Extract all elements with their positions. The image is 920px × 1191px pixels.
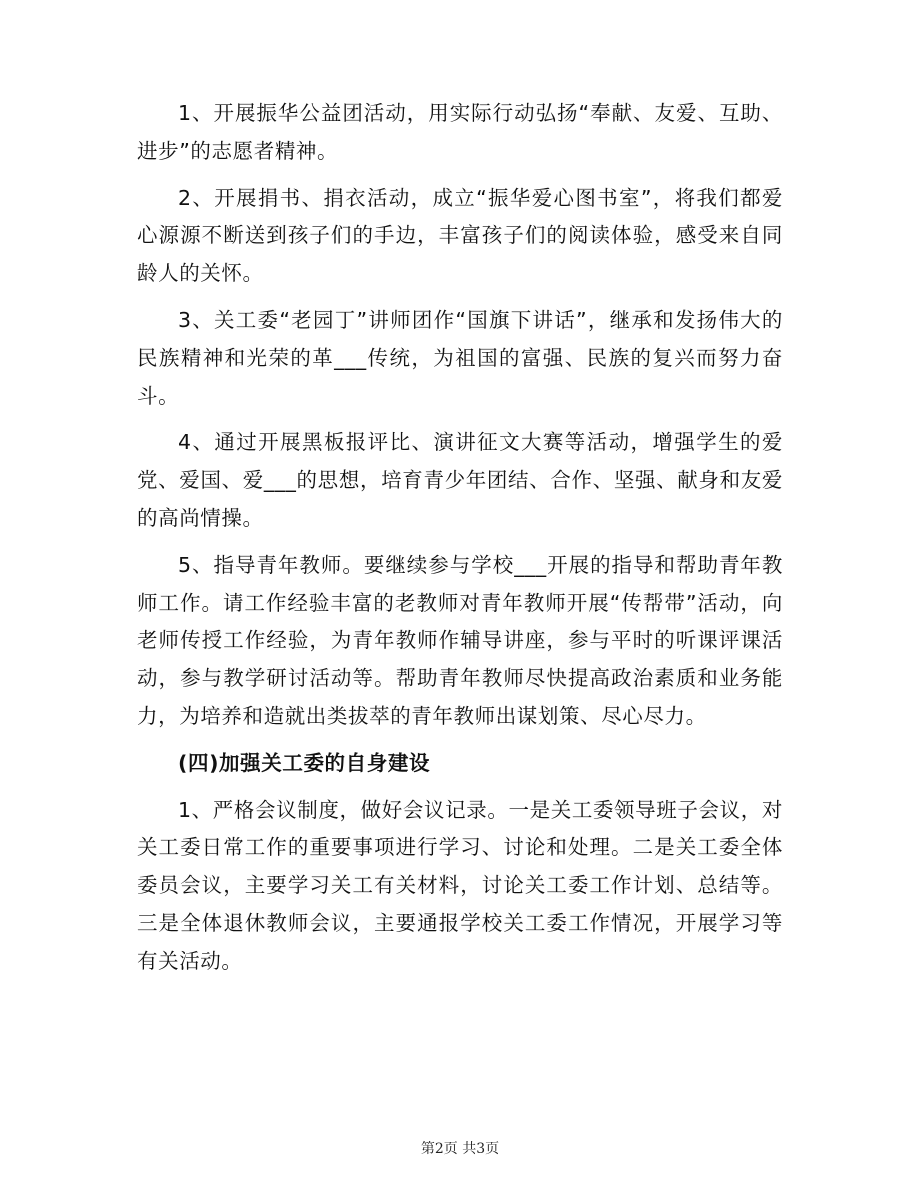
document-body: [137, 95, 783, 990]
paragraph-5: 5、指导青年教师。要继续参与学校___开展的指导和帮助青年教师工作。请工作经验丰富的老教师对青年教师开展“传帮带”活动，向老师传授工作经验，为青年教师作辅导讲座，参与平时的听课评课活动，参与教学研讨活动等。帮助青年教师尽快提高政治素质和业务能力，为培养和造就出类拔萃的青年教师出谋划策、尽心尽力。: [137, 552, 783, 728]
section-paragraph-1: 1、严格会议制度，做好会议记录。一是关工委领导班子会议，对关工委日常工作的重要事项进行学习、讨论和处理。二是关工委全体委员会议，主要学习关工有关材料，讨论关工委工作计划、总结等。三是全体退休教师会议，主要通报学校关工委工作情况，开展学习等有关活动。: [137, 797, 783, 973]
paragraph-2: 2、开展捐书、捐衣活动，成立“振华爱心图书室”，将我们都爱心源源不断送到孩子们的手边，丰富孩子们的阅读体验，感受来自同龄人的关怀。: [137, 185, 783, 286]
page-number: 第2页 共3页: [420, 1141, 500, 1157]
paragraph-4: 4、通过开展黑板报评比、演讲征文大赛等活动，增强学生的爱党、爱国、爱___的思想，培育青少年团结、合作、坚强、献身和友爱的高尚情操。: [137, 430, 783, 530]
paragraph-1: 1、开展振华公益团活动，用实际行动弘扬“奉献、友爱、互助、进步”的志愿者精神。: [137, 101, 783, 163]
section-heading: (四)加强关工委的自身建设: [178, 750, 431, 775]
paragraph-3: 3、关工委“老园丁”讲师团作“国旗下讲话”，继承和发扬伟大的民族精神和光荣的革___传统，为祖国的富强、民族的复兴而努力奋斗。: [137, 307, 783, 408]
